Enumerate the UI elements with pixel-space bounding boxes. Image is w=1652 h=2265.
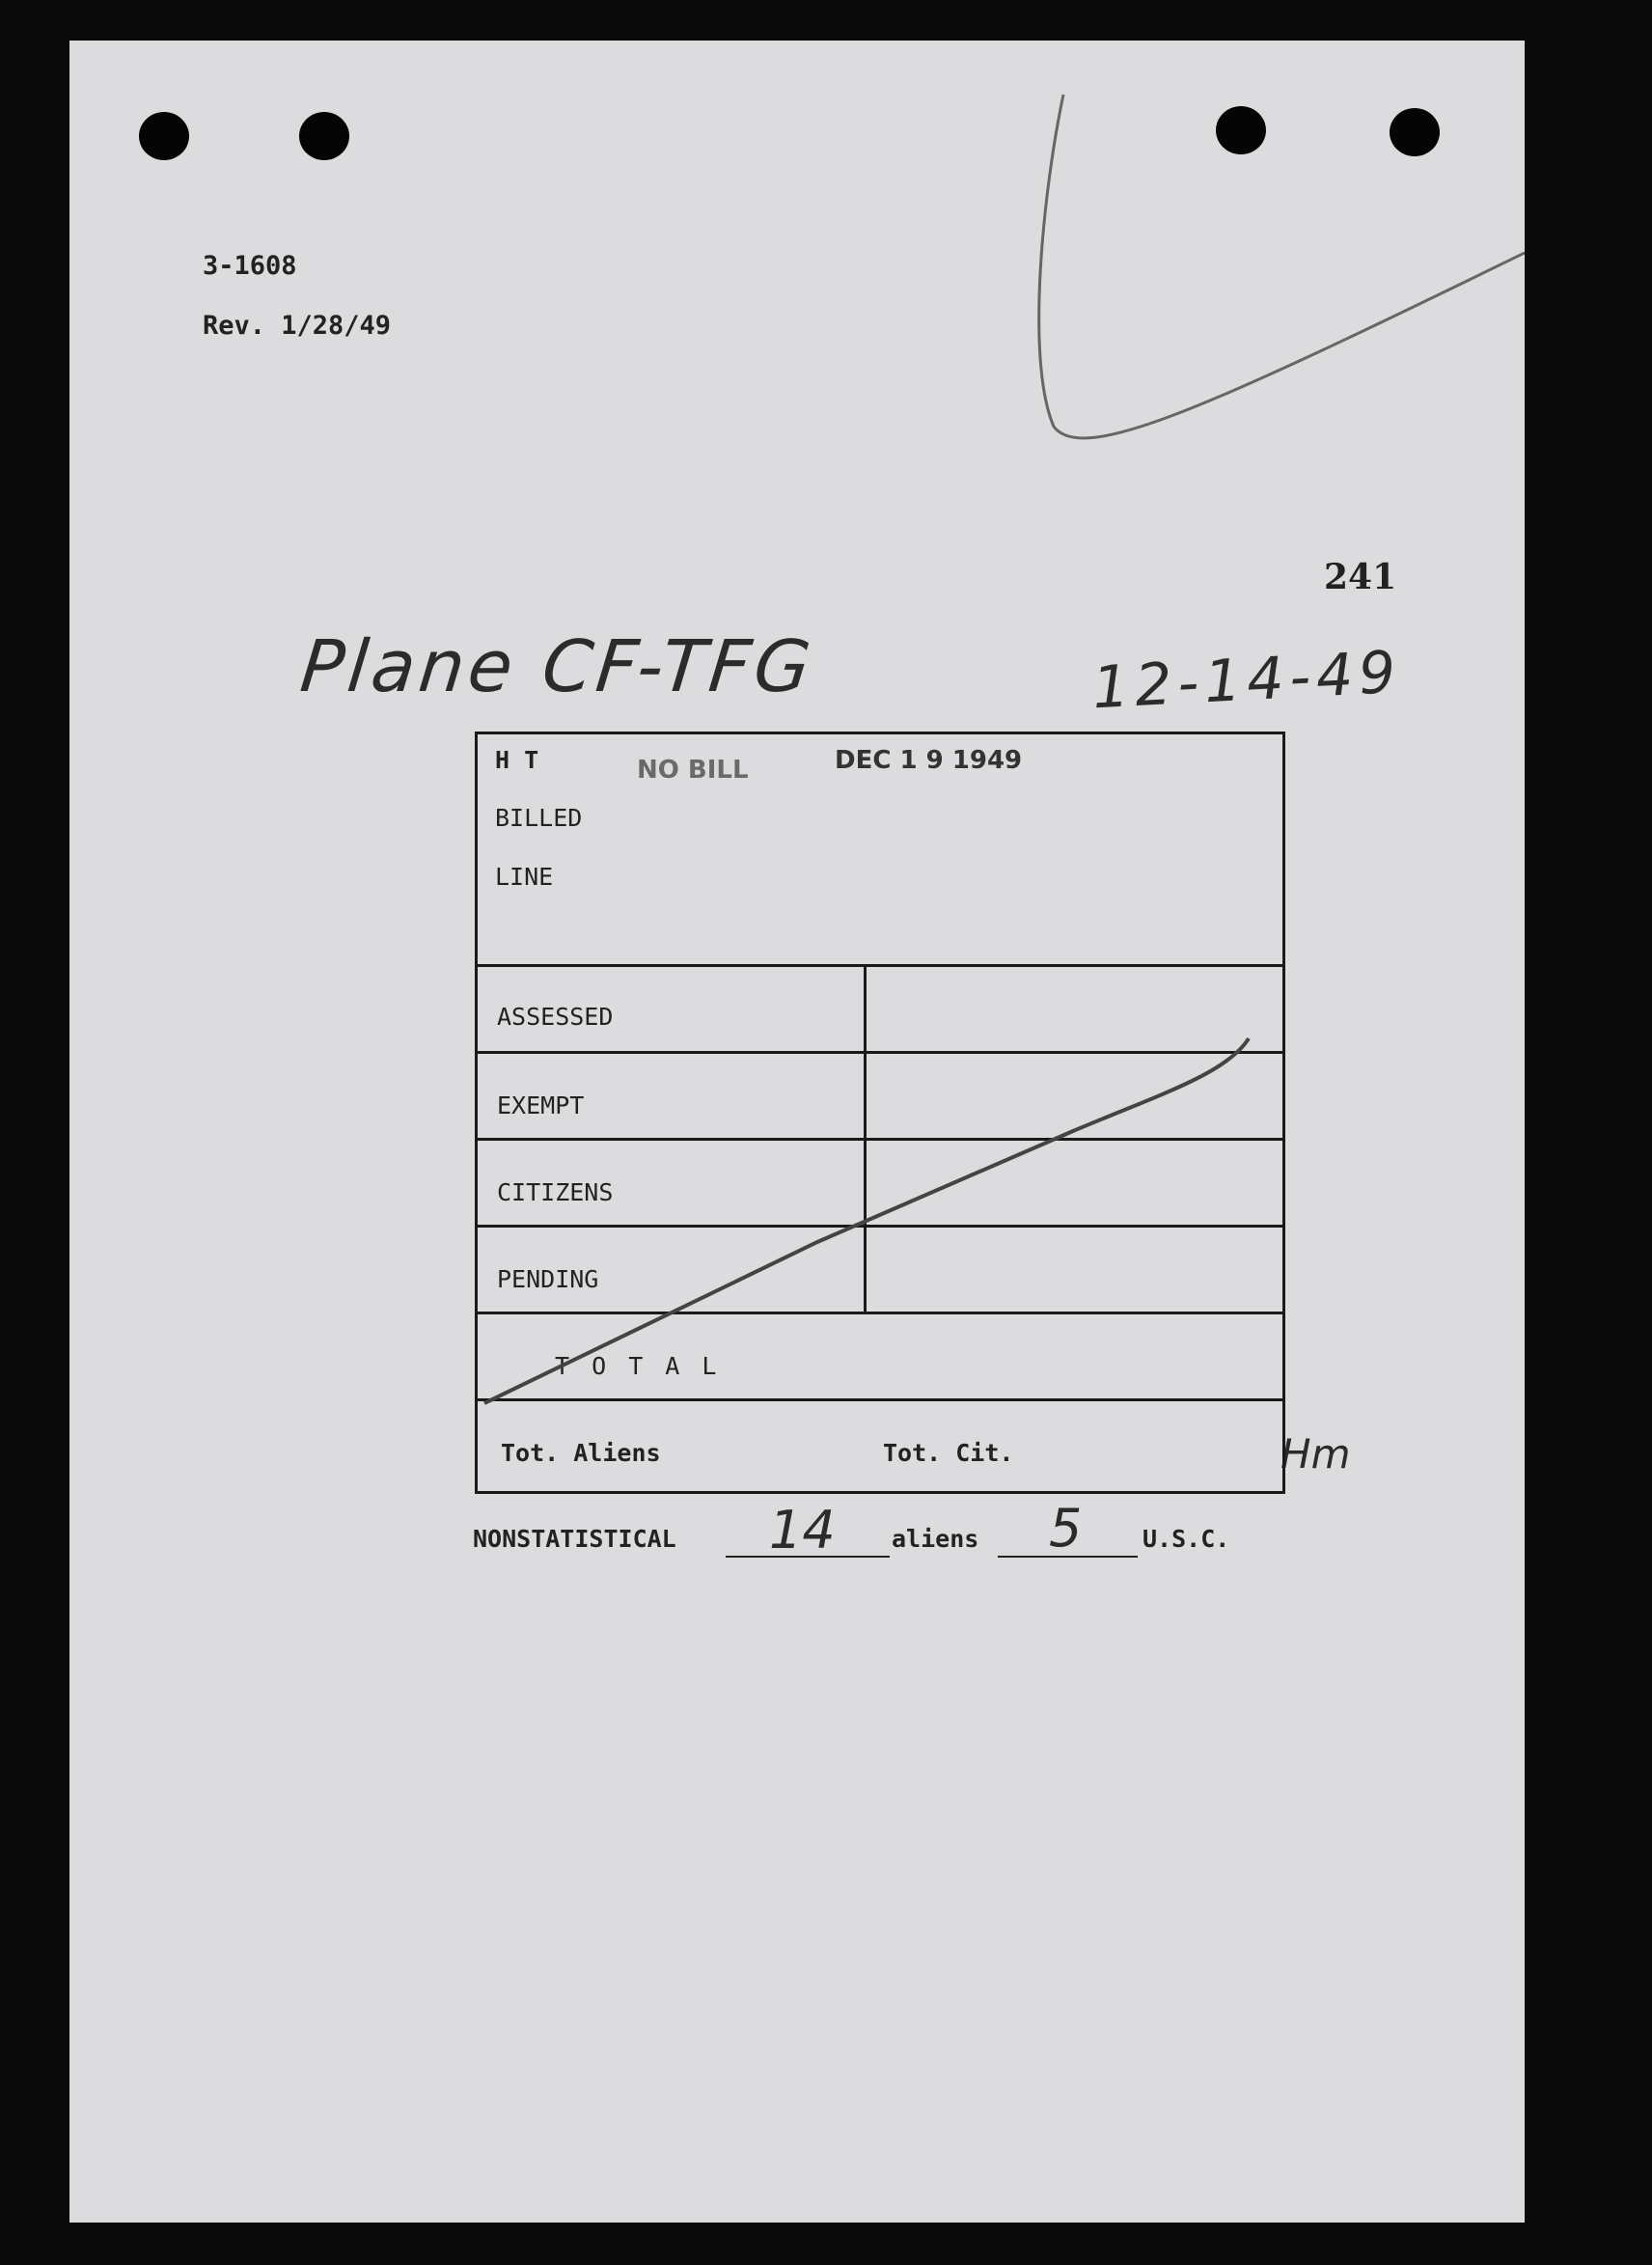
exempt-label: EXEMPT — [497, 1091, 585, 1119]
total-label: T O T A L — [555, 1352, 721, 1380]
pencil-diagonal-stroke — [484, 1038, 1249, 1403]
aliens-label: aliens — [892, 1525, 979, 1553]
line-label: LINE — [495, 863, 554, 891]
nonstatistical-aliens-value: 14 — [769, 1500, 836, 1561]
form-number: 3-1608 — [203, 251, 297, 281]
tot-cit-label: Tot. Cit. — [883, 1439, 1014, 1467]
usc-label: U.S.C. — [1143, 1525, 1230, 1553]
ht-label: H T — [495, 746, 539, 774]
nonstatistical-label: NONSTATISTICAL — [473, 1525, 676, 1553]
handwritten-initials: Hm — [1280, 1430, 1351, 1478]
revision-date: Rev. 1/28/49 — [203, 311, 392, 341]
citizens-label: CITIZENS — [497, 1178, 614, 1206]
no-bill-stamp: NO BILL — [637, 756, 749, 785]
pending-label: PENDING — [497, 1265, 599, 1293]
handwritten-plane: Plane CF-TFG — [296, 625, 818, 708]
billed-label: BILLED — [495, 804, 583, 832]
pencil-check-stroke — [1039, 95, 1525, 438]
received-date-stamp: DEC 1 9 1949 — [835, 746, 1023, 775]
page-number: 241 — [1324, 557, 1397, 597]
assessed-label: ASSESSED — [497, 1003, 614, 1031]
handwritten-date: 12-14-49 — [1090, 638, 1403, 723]
document-page — [69, 41, 1525, 2223]
pencil-marks — [69, 41, 1525, 2223]
nonstatistical-usc-value: 5 — [1049, 1498, 1083, 1559]
tot-aliens-label: Tot. Aliens — [501, 1439, 661, 1467]
